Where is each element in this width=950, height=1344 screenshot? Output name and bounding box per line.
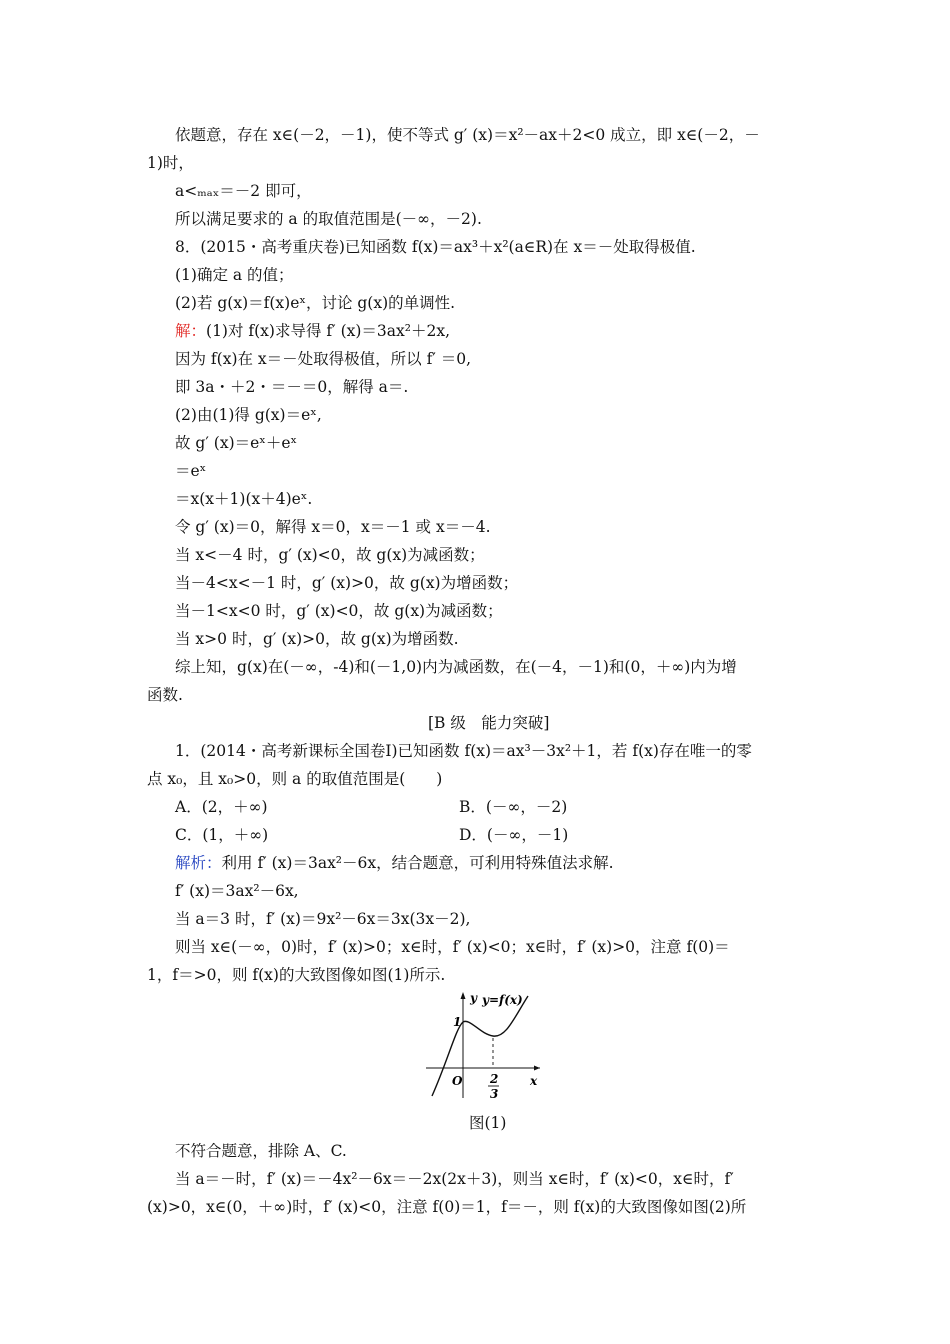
- text-line: 令 g′ (x)＝0，解得 x＝0，x＝－1 或 x＝－4.: [175, 518, 491, 536]
- curve-label: y=f(x): [482, 993, 523, 1007]
- origin-label: O: [452, 1074, 463, 1088]
- y-axis-arrow: [461, 992, 466, 999]
- text-line: a<ₘₐₓ＝－2 即可，: [175, 182, 312, 200]
- problem-8-statement: 8．(2015・高考重庆卷)已知函数 f(x)＝ax³＋x²(a∈R)在 x＝－处取得极值.: [175, 238, 696, 256]
- text-line: 当 x<－4 时，g′ (x)<0，故 g(x)为减函数；: [175, 546, 485, 564]
- text-line: 1，f＝>0，则 f(x)的大致图像如图(1)所示.: [147, 966, 446, 984]
- analysis-line: [175, 853, 614, 873]
- text-line: 当－1<x<0 时，g′ (x)<0，故 g(x)为减函数；: [175, 602, 503, 620]
- text-line: 依题意，存在 x∈(－2，－1)，使不等式 g′ (x)＝x²－ax＋2<0 成立，即 x∈(－2，－: [175, 126, 760, 144]
- text-line: ＝eˣ: [175, 462, 207, 480]
- text-line: 当 a＝－时，f′ (x)＝－4x²－6x＝－2x(2x＋3)，则当 x∈时，f′ (x)<0，x∈时，f′: [175, 1170, 734, 1188]
- text-line: 因为 f(x)在 x＝－处取得极值，所以 f′ ＝0,: [175, 350, 472, 368]
- x-axis-arrow: [534, 1066, 540, 1071]
- y-axis-label: y: [470, 991, 477, 1005]
- text-line: 函数.: [147, 686, 183, 704]
- curve: [432, 996, 528, 1096]
- fraction-denominator: 3: [490, 1087, 499, 1101]
- solution-line: [175, 321, 450, 341]
- text-line: 所以满足要求的 a 的取值范围是(－∞，－2).: [175, 210, 482, 228]
- figure-caption: 图(1): [469, 1114, 507, 1132]
- text-line: (2)若 g(x)＝f(x)eˣ，讨论 g(x)的单调性.: [175, 294, 456, 312]
- text-line: 1)时，: [147, 154, 194, 172]
- text-line: 当 a＝3 时，f′ (x)＝9x²－6x＝3x(3x－2),: [175, 910, 471, 928]
- text-line: 综上知，g(x)在(－∞，-4)和(－1,0)内为减函数，在(－4，－1)和(0，＋∞)内为增: [175, 658, 737, 676]
- analysis-label: 解析：: [175, 854, 222, 872]
- function-graph-figure-1: [418, 990, 568, 1102]
- text-line: (x)>0，x∈(0，＋∞)时，f′ (x)<0，注意 f(0)＝1，f＝－，则 f(x)的大致图像如图(2)所: [147, 1198, 747, 1216]
- text-line: (2)由(1)得 g(x)＝eˣ,: [175, 406, 322, 424]
- fraction-numerator: 2: [490, 1072, 499, 1086]
- x-axis-label: x: [530, 1074, 538, 1088]
- option-b: B．(－∞，－2): [459, 798, 568, 816]
- analysis-text: 利用 f′ (x)＝3ax²－6x，结合题意，可利用特殊值法求解.: [221, 854, 614, 872]
- text-line: 当－4<x<－1 时，g′ (x)>0，故 g(x)为增函数；: [175, 574, 519, 592]
- solution-text: (1)对 f(x)求导得 f′ (x)＝3ax²＋2x,: [206, 322, 451, 340]
- text-line: 不符合题意，排除 A、C.: [175, 1142, 347, 1160]
- text-line: 当 x>0 时，g′ (x)>0，故 g(x)为增函数.: [175, 630, 459, 648]
- text-line: (1)确定 a 的值；: [175, 266, 294, 284]
- text-line: 故 g′ (x)＝eˣ＋eˣ: [175, 434, 298, 452]
- solution-label: 解：: [175, 322, 207, 340]
- section-heading: [B 级 能力突破]: [428, 714, 550, 732]
- problem-1-statement: 1．(2014・高考新课标全国卷Ⅰ)已知函数 f(x)＝ax³－3x²＋1，若 f(x)存在唯一的零: [175, 742, 752, 760]
- text-line: f′ (x)＝3ax²－6x,: [175, 882, 299, 900]
- text-line: 点 x₀，且 x₀>0，则 a 的取值范围是( ): [147, 770, 443, 788]
- text-line: 即 3a・＋2・＝－＝0，解得 a＝.: [175, 378, 409, 396]
- option-d: D．(－∞，－1): [459, 826, 569, 844]
- option-a: A．(2，＋∞): [175, 798, 268, 816]
- y-intercept-label: 1: [453, 1015, 462, 1029]
- text-line: ＝x(x＋1)(x＋4)eˣ.: [175, 490, 313, 508]
- text-line: 则当 x∈(－∞，0)时，f′ (x)>0；x∈时，f′ (x)<0；x∈时，f′ (x)>0，注意 f(0)＝: [175, 938, 730, 956]
- option-c: C．(1，＋∞): [175, 826, 269, 844]
